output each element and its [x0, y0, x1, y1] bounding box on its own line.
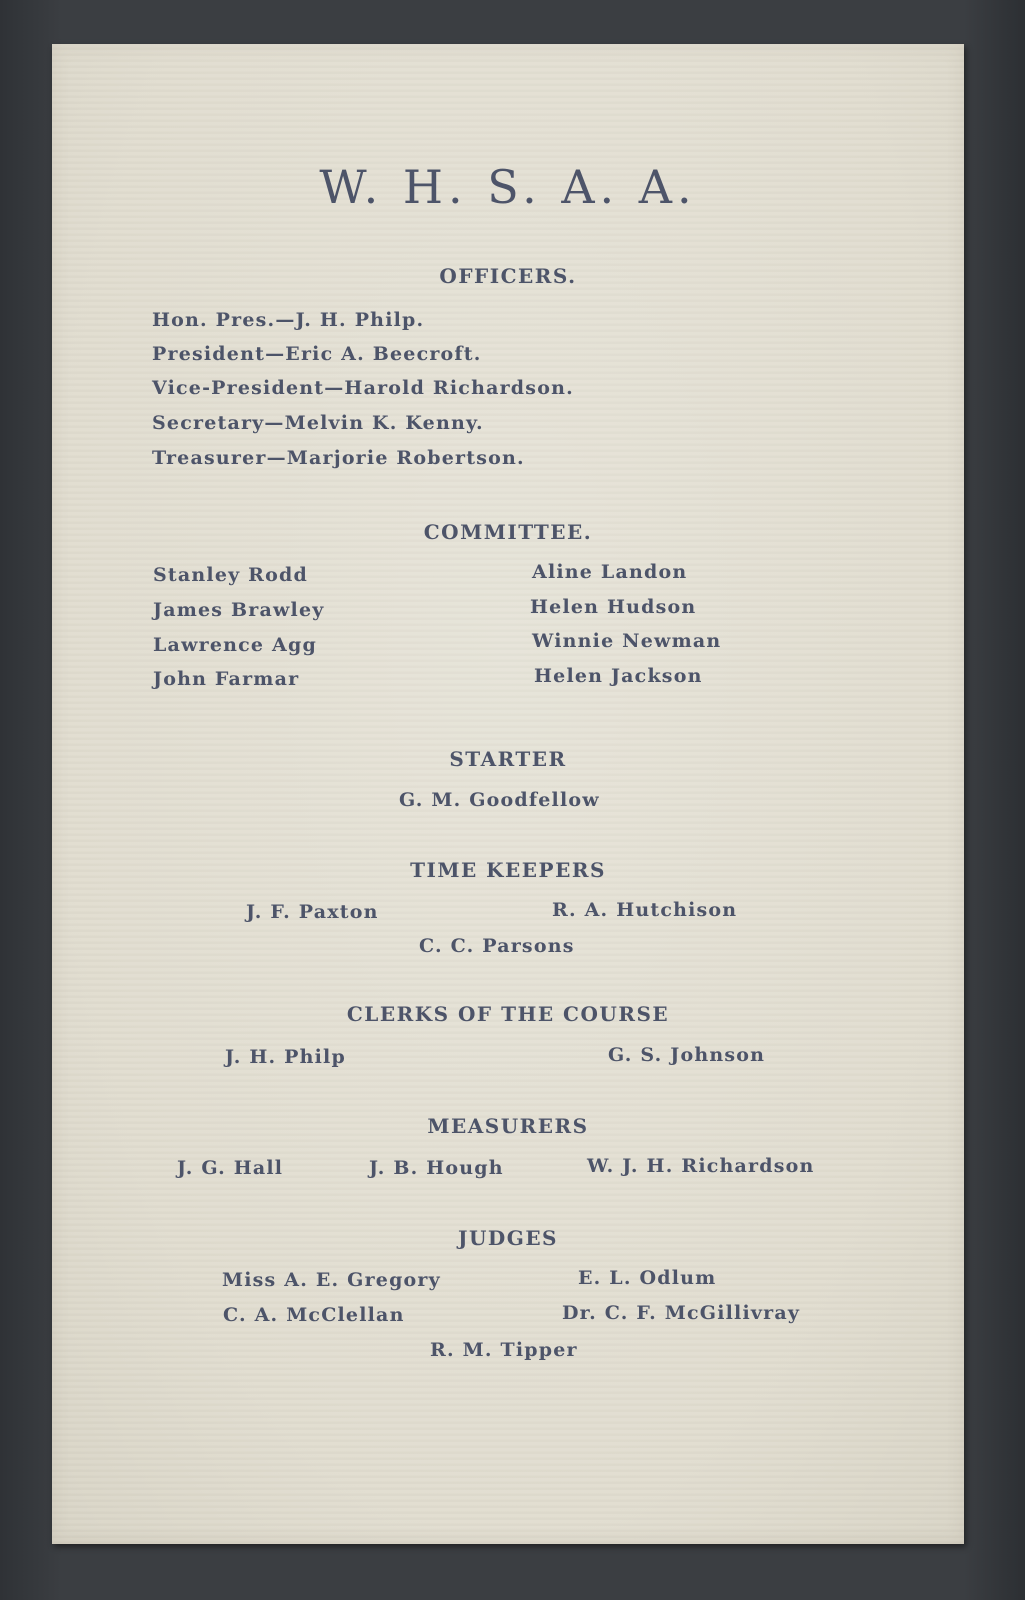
measurer-name: W. J. H. Richardson — [587, 1155, 815, 1177]
time-keeper-name: C. C. Parsons — [419, 935, 575, 957]
committee-member: Winnie Newman — [532, 630, 722, 652]
page-title: W. H. S. A. A. — [319, 160, 697, 214]
committee-member: James Brawley — [153, 599, 325, 621]
judge-name: R. M. Tipper — [430, 1339, 578, 1361]
officer-line: Treasurer—Marjorie Robertson. — [152, 447, 525, 469]
judge-name: Dr. C. F. McGillivray — [562, 1302, 801, 1324]
judge-name: Miss A. E. Gregory — [222, 1269, 441, 1291]
time-keeper-name: J. F. Paxton — [246, 901, 379, 923]
committee-heading: COMMITTEE. — [423, 520, 593, 544]
judges-heading: JUDGES — [457, 1226, 558, 1250]
officers-heading: OFFICERS. — [439, 264, 577, 288]
measurer-name: J. G. Hall — [177, 1157, 284, 1179]
committee-member: Stanley Rodd — [153, 564, 309, 586]
officer-line: Hon. Pres.—J. H. Philp. — [152, 309, 425, 331]
clerk-name: J. H. Philp — [225, 1046, 346, 1068]
judge-name: C. A. McClellan — [223, 1304, 405, 1326]
starter-name: G. M. Goodfellow — [399, 789, 600, 811]
committee-member: Lawrence Agg — [153, 634, 317, 656]
program-card — [52, 44, 964, 1544]
committee-member: Helen Hudson — [530, 596, 697, 618]
committee-member: Helen Jackson — [534, 665, 703, 687]
clerk-name: G. S. Johnson — [608, 1044, 766, 1066]
clerks-heading: CLERKS OF THE COURSE — [346, 1002, 670, 1026]
measurers-heading: MEASURERS — [427, 1114, 589, 1138]
committee-member: Aline Landon — [532, 561, 688, 583]
time-keeper-name: R. A. Hutchison — [552, 899, 738, 921]
time-keepers-heading: TIME KEEPERS — [410, 858, 606, 882]
committee-member: John Farmar — [153, 668, 300, 690]
measurer-name: J. B. Hough — [369, 1157, 504, 1179]
officer-line: Vice-President—Harold Richardson. — [152, 377, 574, 399]
officer-line: Secretary—Melvin K. Kenny. — [152, 412, 484, 434]
starter-heading: STARTER — [449, 747, 567, 771]
judge-name: E. L. Odlum — [578, 1267, 717, 1289]
officer-line: President—Eric A. Beecroft. — [152, 343, 482, 365]
